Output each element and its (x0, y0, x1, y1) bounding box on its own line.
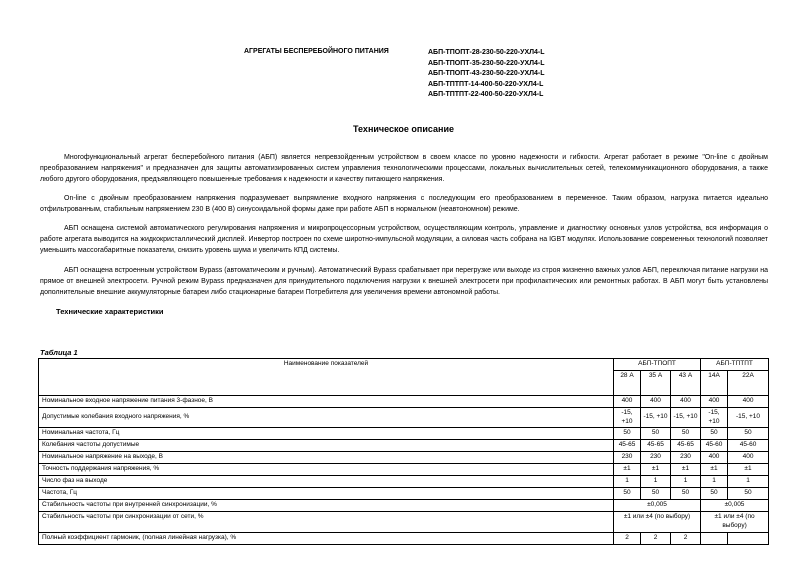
table-cell: ±0,005 (614, 500, 701, 512)
table-cell: 45-65 (614, 440, 641, 452)
header-model: АБП-ТПОПТ-43-230-50-220-УХЛ4-L (428, 70, 545, 77)
table-cell: 230 (641, 452, 671, 464)
table-cell: 50 (641, 488, 671, 500)
header-model-list (428, 48, 545, 101)
row-label: Частота, Гц (39, 488, 614, 500)
table-cell: 45-60 (728, 440, 769, 452)
table-row (39, 512, 769, 533)
table-cell: 1 (728, 476, 769, 488)
header-model: АБП-ТПОПТ-35-230-50-220-УХЛ4-L (428, 59, 545, 67)
table-cell: 50 (701, 428, 728, 440)
table-cell: 400 (701, 396, 728, 408)
row-label: Точность поддержания напряжения, % (39, 464, 614, 476)
table-cell: 45-65 (641, 440, 671, 452)
column-group-header: АБП-ТПОПТ (614, 359, 701, 371)
table-cell (701, 533, 728, 545)
table-cell: ±1 или ±4 (по выбору) (701, 512, 769, 533)
paragraph: Многофункциональный агрегат бесперебойного питания (АБП) является непревзойденным устройством в своем классе по уровню надежности и гибкости. Агрегат работает в режиме "On-line с двойным преобразованием напряжения" и предназначен для защиты автоматизированных систем управления технологическими процессами, локальных вычислительных сетей, телекоммуникационного оборудования, а также любого другого оборудования, предъявляющего повышенные требования к надежности и качеству питающего напряжения. (40, 154, 768, 184)
document-title: Техническое описание (353, 124, 454, 134)
table-cell: 50 (614, 428, 641, 440)
table-row (39, 408, 769, 428)
table-row (39, 440, 769, 452)
table-cell: 50 (671, 488, 701, 500)
header-model: АБП-ТПТПТ-14-400-50-220-УХЛ4-L (428, 80, 544, 88)
table-cell: 400 (701, 452, 728, 464)
table-cell: 45-60 (701, 440, 728, 452)
table-cell: ±1 (728, 464, 769, 476)
column-subheader: 22А (728, 371, 769, 396)
column-subheader: 28 А (614, 371, 641, 396)
column-subheader: 35 А (641, 371, 671, 396)
table-cell: 50 (671, 428, 701, 440)
row-label: Стабильность частоты при внутренней синхронизации, % (39, 500, 614, 512)
spec-table (38, 358, 769, 545)
table-cell: 1 (671, 476, 701, 488)
header-model: АБП-ТПТПТ-22-400-50-220-УХЛ4-L (428, 91, 544, 98)
table-cell: 50 (641, 428, 671, 440)
table-cell: 400 (728, 452, 769, 464)
row-label: Стабильность частоты при синхронизации от сети, % (39, 512, 614, 533)
column-group-header: АБП-ТПТПТ (701, 359, 769, 371)
table-cell: -15, +10 (641, 408, 671, 428)
table-cell: -15, +10 (701, 408, 728, 428)
table-header-row (39, 359, 769, 371)
table-cell: 2 (614, 533, 641, 545)
table-cell: 400 (671, 396, 701, 408)
table-cell: ±1 (701, 464, 728, 476)
header-title: АГРЕГАТЫ БЕСПЕРЕБОЙНОГО ПИТАНИЯ (244, 48, 389, 55)
table-cell (728, 533, 769, 545)
table-cell: 50 (701, 488, 728, 500)
table-cell: 230 (671, 452, 701, 464)
table-cell: 400 (641, 396, 671, 408)
table-cell: 1 (641, 476, 671, 488)
table-cell: 45-65 (671, 440, 701, 452)
row-label: Допустимые колебания входного напряжения, % (39, 408, 614, 428)
table-cell: ±1 (671, 464, 701, 476)
table-cell: 50 (728, 428, 769, 440)
table-cell: 50 (728, 488, 769, 500)
table-row (39, 488, 769, 500)
column-subheader: 43 А (671, 371, 701, 396)
table-cell: 50 (614, 488, 641, 500)
table-cell: ±1 (614, 464, 641, 476)
table-cell: -15, +10 (614, 408, 641, 428)
header-model: АБП-ТПОПТ-28-230-50-220-УХЛ4-L (428, 49, 545, 56)
row-label: Номинальное входное напряжение питания 3-фазное, В (39, 396, 614, 408)
column-subheader: 14А (701, 371, 728, 396)
table-cell: 2 (641, 533, 671, 545)
table-cell: 1 (701, 476, 728, 488)
table-row (39, 428, 769, 440)
table-row (39, 396, 769, 408)
table-cell: ±0,005 (701, 500, 769, 512)
table-cell: 230 (614, 452, 641, 464)
paragraph: АБП оснащена системой автоматического регулирования напряжения и микропроцессорным устройством, осуществляющим контроль, управление и диагностику основных узлов устройства, вся информация о работе агрегата выводится на жидкокристаллический дисплей. Инвертор построен по схеме широтно-импульсной модуляции, а силовая часть собрана на IGBT модулях. Использование современных технологий позволяет уменьшить массогабаритные показатели, снизить уровень шума и увеличить КПД системы. (40, 225, 768, 255)
table-cell: 400 (728, 396, 769, 408)
table-cell: ±1 или ±4 (по выбору) (614, 512, 701, 533)
table-row (39, 464, 769, 476)
row-label: Номинальная частота, Гц (39, 428, 614, 440)
row-label: Полный коэффициент гармоник, (полная линейная нагрузка), % (39, 533, 614, 545)
table-cell: 1 (614, 476, 641, 488)
table-caption: Таблица 1 (40, 348, 78, 357)
paragraph: АБП оснащена встроенным устройством Bypass (автоматическим и ручным). Автоматический Bypass срабатывает при перегрузке или выходе из строя жизненно важных узлов АБП, переключая питание нагрузки на прямое от внешней электросети. Ручной режим Bypass предназначен для принудительного подключения нагрузки к внешней электросети при профилактических или ремонтных работах. В АБП могут быть установлены дополнительные внешние аккумуляторные батареи либо стационарные батареи Потребителя для увеличения времени автономной работы. (40, 267, 768, 297)
table-cell: -15, +10 (671, 408, 701, 428)
row-label: Номинальное напряжение на выходе, В (39, 452, 614, 464)
row-label: Колебания частоты допустимые (39, 440, 614, 452)
table-row (39, 452, 769, 464)
table-cell: 400 (614, 396, 641, 408)
column-header-name: Наименование показателей (39, 359, 614, 396)
table-row (39, 500, 769, 512)
table-cell: ±1 (641, 464, 671, 476)
table-row (39, 476, 769, 488)
table-row (39, 533, 769, 545)
section-title: Технические характеристики (56, 307, 164, 316)
table-cell: -15, +10 (728, 408, 769, 428)
table-cell: 2 (671, 533, 701, 545)
paragraph: On-line с двойным преобразованием напряжения подразумевает выпрямление входного напряжения с последующим его преобразованием в переменное. Таким образом, нагрузка питается идеально отфильтрованным, стабильным напряжением 230 В (400 В) синусоидальной формы даже при работе АБП в нормальном (неавтономном) режиме. (40, 195, 768, 214)
row-label: Число фаз на выходе (39, 476, 614, 488)
